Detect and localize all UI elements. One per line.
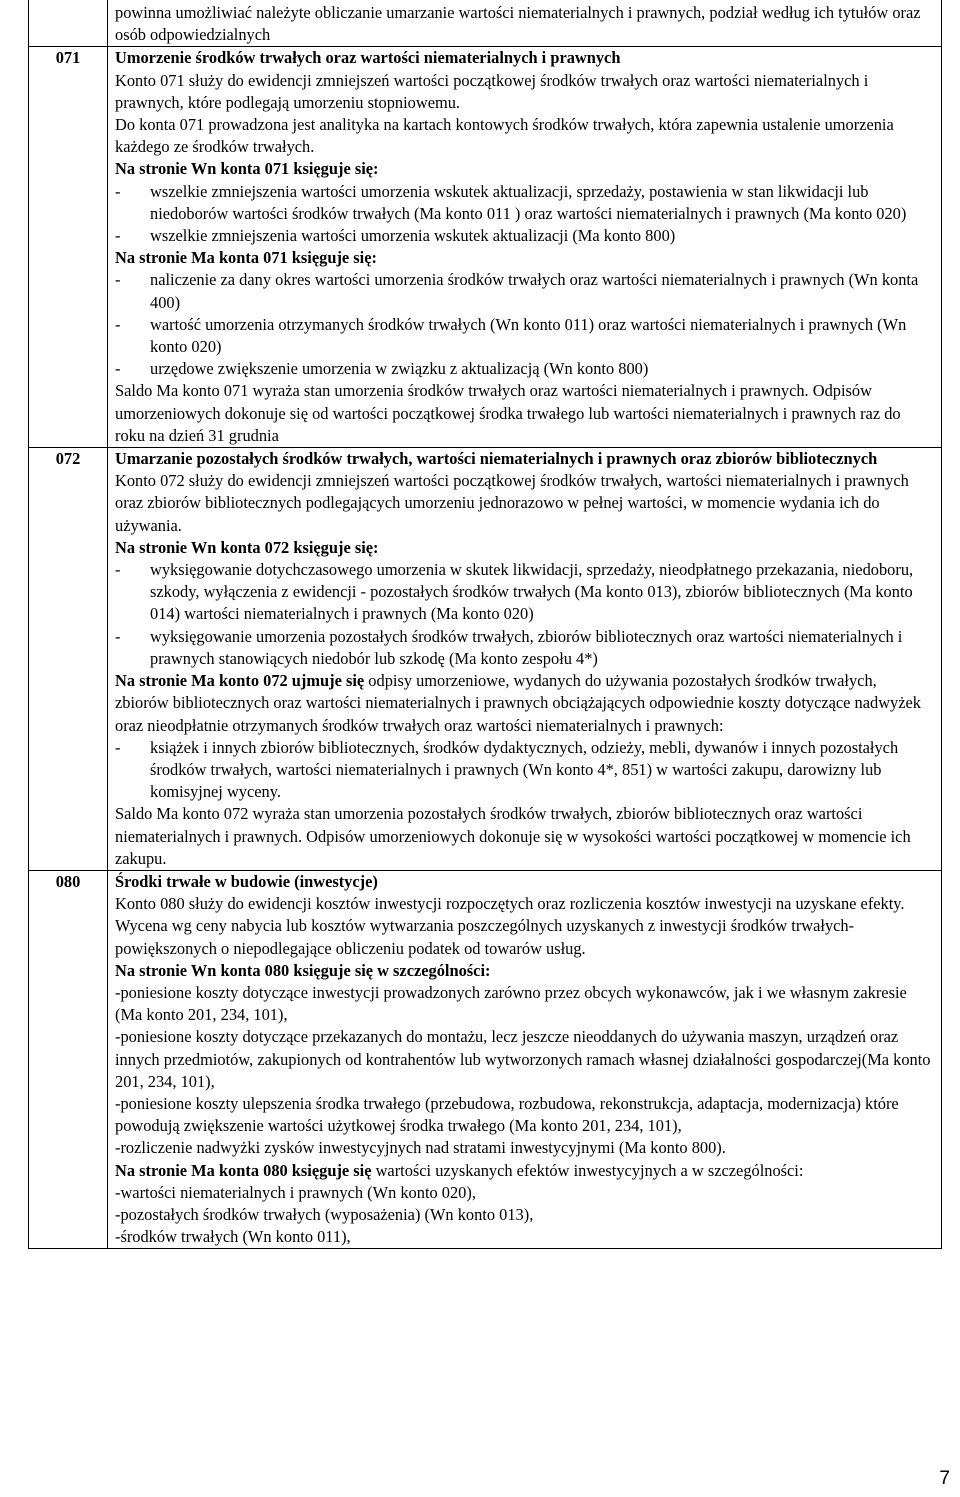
paragraph-text: -pozostałych środków trwałych (wyposażenia) (Wn konto 013), xyxy=(115,1204,534,1224)
paragraph-text: naliczenie za dany okres wartości umorzenia środków trwałych oraz wartości niematerialnych i prawnych (Wn konta 400) xyxy=(150,270,919,312)
paragraph-text: wyksięgowanie dotychczasowego umorzenia w skutek likwidacji, sprzedaży, nieodpłatnego przekazania, niedoboru, szkody, wyłączenia z ewidencji - pozostałych środków trwałych (Ma konto 013), zbiorów bibliotecznych (Ma konto 014) wartości niematerialnych i prawnych (Ma konto 020) xyxy=(150,560,914,624)
bullet-item xyxy=(115,314,931,358)
bold-lead-in: Na stronie Ma konta 080 księguje się xyxy=(115,1160,372,1180)
paragraph xyxy=(115,1026,931,1093)
account-title: Umorzenie środków trwałych oraz wartości niematerialnych i prawnych xyxy=(115,48,621,68)
paragraph xyxy=(115,803,931,870)
paragraph xyxy=(115,1093,931,1137)
table-row-account-071 xyxy=(29,47,942,448)
bullet-item xyxy=(115,737,931,804)
paragraph-text: Saldo Ma konto 072 wyraża stan umorzenia pozostałych środków trwałych, zbiorów bibliotecznych oraz wartości niematerialnych i prawnych. Odpisów umorzeniowych dokonuje się w wysokości wartości początkowej w momencie ich zakupu. xyxy=(115,804,911,868)
page-number: 7 xyxy=(939,1468,950,1489)
paragraph-text: Konto 072 służy do ewidencji zmniejszeń wartości początkowej środków trwałych, wartości niematerialnych i prawnych oraz zbiorów bibliotecznych podlegających umorzeniu jednorazowo w pełnej wartości, w momencie wydania ich do używania. xyxy=(115,471,909,535)
paragraph xyxy=(115,1137,931,1159)
paragraph-text: Saldo Ma konto 071 wyraża stan umorzenia środków trwałych oraz wartości niematerialnych i prawnych. Odpisów umorzeniowych dokonuje się od wartości początkowej środka trwałego lub wartości niematerialnych i prawnych raz do roku na dzień 31 grudnia xyxy=(115,381,901,445)
paragraph-text: odpisy umorzeniowe, wydanych do używania pozostałych środków trwałych, zbiorów bibliotecznych oraz wartości niematerialnych i prawnych obciążających odpowiednie koszty dotyczące nadwyżek oraz nieodpłatnie otrzymanych środków trwałych oraz wartości niematerialnych i prawnych: xyxy=(115,671,921,735)
bold-lead-in: Na stronie Ma konta 071 księguje się: xyxy=(115,248,377,268)
paragraph-text: Wycena wg ceny nabycia lub kosztów wytwarzania poszczególnych uzyskanych z inwestycji środków trwałych-powiększonych o niepodlegające obliczeniu podatek od towarów usług. xyxy=(115,916,855,958)
paragraph-text: -poniesione koszty ulepszenia środka trwałego (przebudowa, rozbudowa, rekonstrukcja, adaptacja, modernizacja) które powodują zwiększenie wartości użytkowej środka trwałego (Ma konto 201, 234, 101), xyxy=(115,1093,899,1136)
accounts-table xyxy=(28,0,942,1249)
bold-lead-in: Na stronie Wn konta 071 księguje się: xyxy=(115,159,379,179)
bold-lead-in: Na stronie Ma konto 072 ujmuje się xyxy=(115,671,365,691)
paragraph-text: -środków trwałych (Wn konto 011), xyxy=(115,1227,351,1247)
paragraph-text: -poniesione koszty dotyczące inwestycji prowadzonych zarówno przez obcych wykonawców, jak i we własnym zakresie (Ma konto 201, 234, 101), xyxy=(115,982,907,1025)
bullet-item xyxy=(115,559,931,626)
paragraph-text: -poniesione koszty dotyczące przekazanych do montażu, lecz jeszcze nieoddanych do używania maszyn, urządzeń oraz innych przedmiotów, zakupionych od kontrahentów lub wytworzonych ramach własnej działalności gospodarczej(Ma konto 201, 234, 101), xyxy=(115,1027,931,1091)
bullet-item xyxy=(115,269,931,313)
paragraph-text: -wartości niematerialnych i prawnych (Wn konto 020), xyxy=(115,1182,476,1202)
account-code: 080 xyxy=(29,870,108,1248)
table-row-account-080 xyxy=(29,870,942,1248)
paragraph xyxy=(115,1182,931,1204)
paragraph xyxy=(115,982,931,1026)
account-description-cell xyxy=(108,448,942,871)
account-description-cell xyxy=(108,47,942,448)
paragraph xyxy=(115,114,931,158)
section-heading-paragraph xyxy=(115,158,931,180)
paragraph-text: Konto 071 służy do ewidencji zmniejszeń wartości początkowej środków trwałych oraz wartości niematerialnych i prawnych, które podlegają umorzeniu stopniowemu. xyxy=(115,70,869,112)
paragraph-text: wszelkie zmniejszenia wartości umorzenia wskutek aktualizacji (Ma konto 800) xyxy=(150,226,676,246)
table-row-account-072 xyxy=(29,448,942,871)
bullet-item xyxy=(115,181,931,225)
continuation-text: powinna umożliwiać należyte obliczanie umarzanie wartości niematerialnych i prawnych, podział według ich tytułów oraz osób odpowiedzialnych xyxy=(115,3,921,45)
paragraph-text: wszelkie zmniejszenia wartości umorzenia wskutek aktualizacji, sprzedaży, postawienia w stan likwidacji lub niedoborów wartości środków trwałych (Ma konto 011 ) oraz wartości niematerialnych i prawnych (Ma konto 020) xyxy=(150,181,907,223)
paragraph-text: wyksięgowanie umorzenia pozostałych środków trwałych, zbiorów bibliotecznych oraz wartości niematerialnych i prawnych stanowiących niedobór lub szkodę (Ma konto zespołu 4*) xyxy=(150,626,903,668)
account-code: 071 xyxy=(29,47,108,448)
bullet-item xyxy=(115,225,931,247)
paragraph xyxy=(115,1204,931,1226)
bold-lead-in: Na stronie Wn konta 072 księguje się: xyxy=(115,537,379,557)
section-heading-paragraph xyxy=(115,1160,931,1182)
paragraph-text: wartości uzyskanych efektów inwestycyjnych a w szczególności: xyxy=(371,1160,804,1180)
account-title: Środki trwałe w budowie (inwestycje) xyxy=(115,871,378,891)
section-heading-paragraph xyxy=(115,670,931,737)
paragraph-text: -rozliczenie nadwyżki zysków inwestycyjnych nad stratami inwestycyjnymi (Ma konto 800). xyxy=(115,1138,726,1158)
account-code-cell xyxy=(29,0,108,47)
paragraph-text: książek i innych zbiorów bibliotecznych, środków dydaktycznych, odzieży, mebli, dywanów i innych pozostałych środków trwałych, wartości niematerialnych i prawnych (Wn konto 4*, 851) w wartości zakupu, darowizny lub komisyjnej wyceny. xyxy=(150,737,899,802)
paragraph-text: Konto 080 służy do ewidencji kosztów inwestycji rozpoczętych oraz rozliczenia kosztów inwestycji na uzyskane efekty. xyxy=(115,894,905,914)
account-code: 072 xyxy=(29,448,108,871)
section-heading-paragraph xyxy=(115,537,931,559)
paragraph-text: urzędowe zwiększenie umorzenia w związku z aktualizacją (Wn konto 800) xyxy=(150,359,649,379)
paragraph xyxy=(115,915,931,959)
section-heading-paragraph xyxy=(115,960,931,982)
account-description-cell xyxy=(108,0,942,47)
paragraph xyxy=(115,70,931,114)
paragraph xyxy=(115,1226,931,1248)
bold-lead-in: Na stronie Wn konta 080 księguje się w szczególności: xyxy=(115,960,491,980)
paragraph xyxy=(115,380,931,447)
section-heading-paragraph xyxy=(115,247,931,269)
paragraph xyxy=(115,470,931,537)
account-description-cell xyxy=(108,870,942,1248)
bullet-item xyxy=(115,358,931,380)
paragraph xyxy=(115,893,931,915)
paragraph-text: wartość umorzenia otrzymanych środków trwałych (Wn konto 011) oraz wartości niematerialnych i prawnych (Wn konto 020) xyxy=(150,314,907,357)
bullet-item xyxy=(115,626,931,670)
table-row-continuation xyxy=(29,0,942,47)
paragraph-text: Do konta 071 prowadzona jest analityka na kartach kontowych środków trwałych, która zapewnia ustalenie umorzenia każdego ze środków trwałych. xyxy=(115,115,894,157)
account-title: Umarzanie pozostałych środków trwałych, wartości niematerialnych i prawnych oraz zbiorów bibliotecznych xyxy=(115,449,878,469)
